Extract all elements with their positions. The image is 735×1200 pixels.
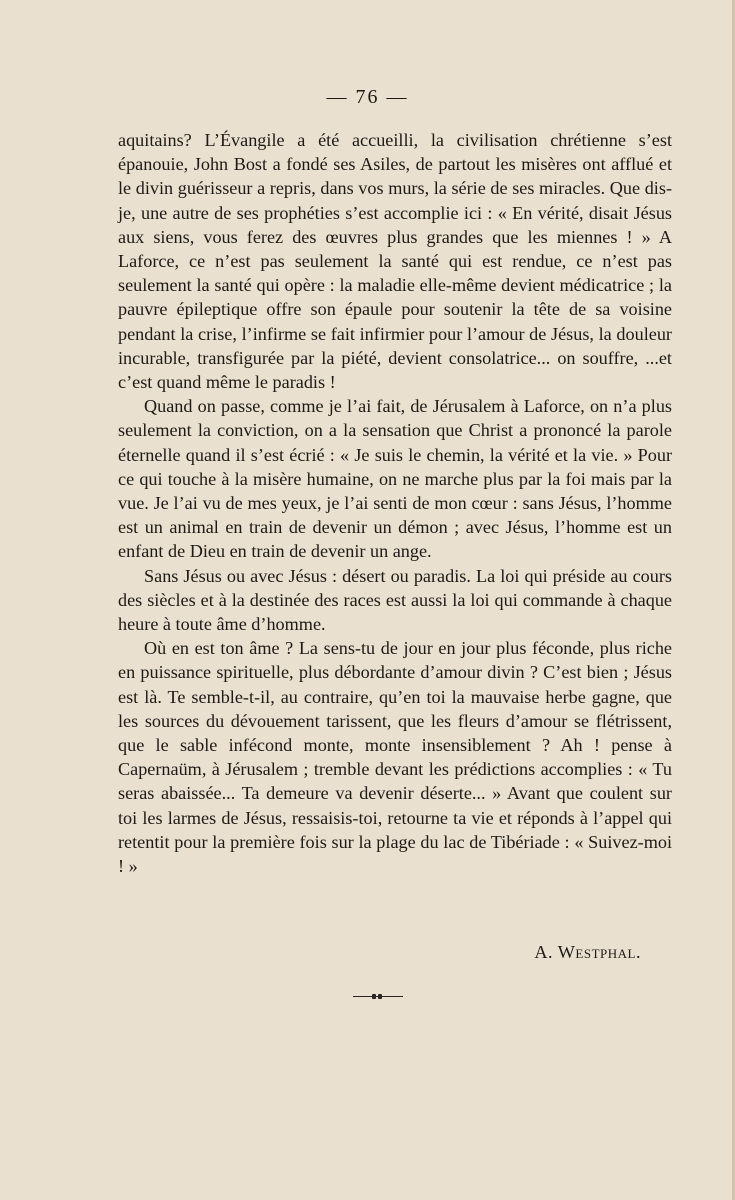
- page-number: — 76 —: [326, 86, 409, 108]
- ornament-dot: [372, 994, 376, 999]
- paragraph-4: Où en est ton âme ? La sens-tu de jour en jour plus féconde, plus riche en puissance spirituelle, plus débordante d’amour divin ? C’est bien ; Jésus est là. Te semble-t-il, au contraire, qu’en toi la mauvaise herbe gagne, que les sources du dévouement tarissent, que les fleurs d’amour se flétrissent, que le sable infécond monte, monte insensiblement ? Ah ! pense à Capernaüm, à Jérusalem ; tremble devant les prédictions accomplies : « Tu seras abaissée... Ta demeure va devenir déserte... » Avant que coulent sur toi les larmes de Jésus, ressaisis-toi, retourne ta vie et réponds à l’appel qui retentit pour la première fois sur la plage du lac de Tibériade : « Suivez-moi ! »: [118, 638, 672, 877]
- paragraph-2: Quand on passe, comme je l’ai fait, de Jérusalem à Laforce, on n’a plus seulement la conviction, on a la sensation que Christ a prononcé la parole éternelle quand il s’est écrié : « Je suis le chemin, la vérité et la vie. » Pour ce qui touche à la misère humaine, on ne marche plus par la foi mais par la vue. Je l’ai vu de mes yeux, je l’ai senti de mon cœur : sans Jésus, l’homme est un animal en train de devenir un démon ; avec Jésus, l’homme est un enfant de Dieu en train de devenir un ange.: [118, 396, 672, 562]
- paragraph-3: Sans Jésus ou avec Jésus : désert ou paradis. La loi qui préside au cours des siècles et à la destinée des races est aussi la loi qui commande à chaque heure à toute âme d’homme.: [118, 565, 672, 635]
- author-name: A. Westphal.: [534, 942, 641, 962]
- ornament-dot: [378, 994, 382, 999]
- end-ornament: [353, 994, 403, 1000]
- body-text: [118, 128, 672, 878]
- author-signature: [534, 942, 641, 963]
- paragraph-1: aquitains? L’Évangile a été accueilli, la civilisation chrétienne s’est épanouie, John Bost a fondé ses Asiles, de partout les misères ont afflué et le divin guérisseur a repris, dans vos murs, la série de ses miracles. Que dis-je, une autre de ses prophéties s’est accomplie ici : « En vérité, disait Jésus aux siens, vous ferez des œuvres plus grandes que les miennes ! » A Laforce, ce n’est pas seulement la santé qui est rendue, ce n’est pas seulement la santé qui opère : la maladie elle-même devient médicatrice ; la pauvre épileptique offre son épaule pour soutenir la tête de sa voisine pendant la crise, l’infirme se fait infirmier pour l’amour de Jésus, la douleur incurable, transfigurée par la piété, devient consolatrice... on souffre, ...et c’est quand même le paradis !: [118, 130, 672, 393]
